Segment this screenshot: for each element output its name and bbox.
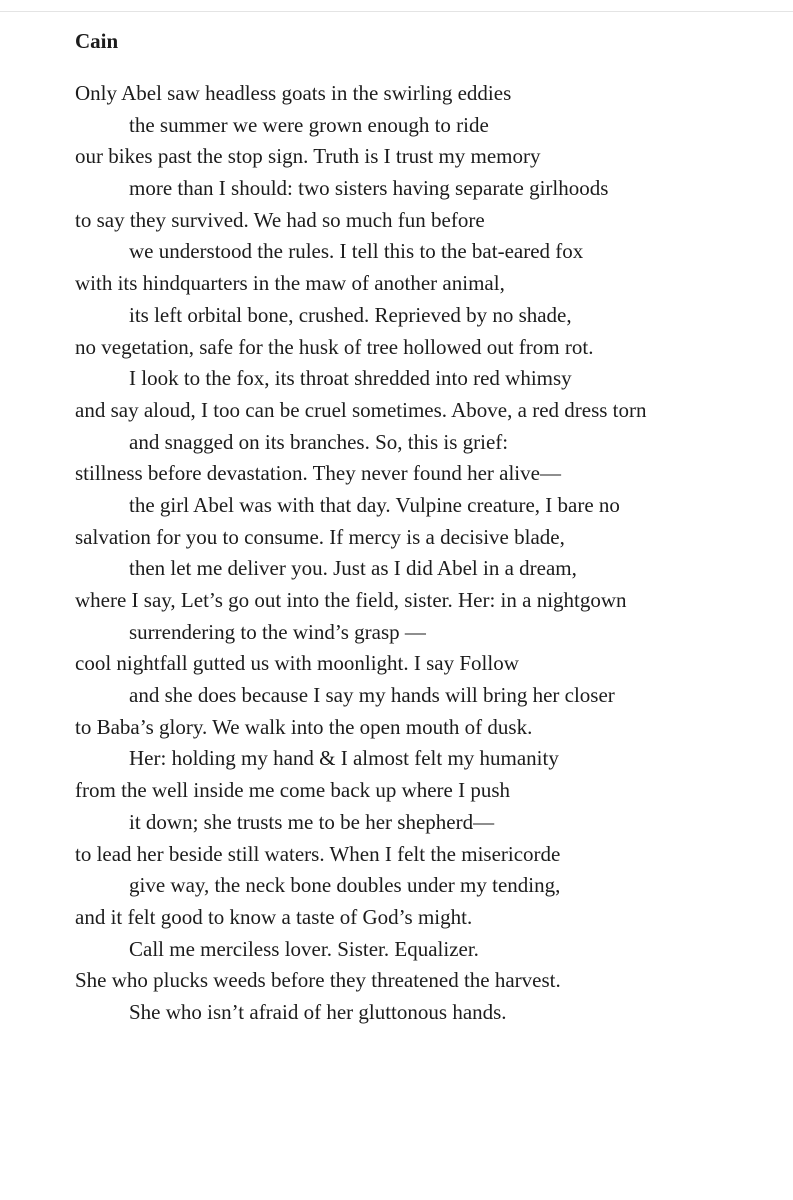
poem-line: its left orbital bone, crushed. Reprieved by no shade, — [129, 302, 572, 327]
poem-line: it down; she trusts me to be her shepherd— — [129, 809, 495, 834]
poem-line: She who isn’t afraid of her gluttonous hands. — [129, 999, 507, 1024]
poem-line: where I say, Let’s go out into the field, sister. Her: in a nightgown — [75, 588, 627, 612]
poem-line: and snagged on its branches. So, this is grief: — [129, 429, 509, 454]
poem-line: more than I should: two sisters having separate girlhoods — [129, 176, 609, 201]
poem-line: Only Abel saw headless goats in the swirling eddies — [75, 81, 512, 105]
poem-line: Call me merciless lover. Sister. Equalizer. — [129, 936, 479, 961]
poem-line: surrendering to the wind’s grasp — — [129, 619, 426, 644]
poem-line: Her: holding my hand & I almost felt my humanity — [129, 746, 559, 771]
poem-line: I look to the fox, its throat shredded into red whimsy — [129, 366, 572, 391]
poem-line: and she does because I say my hands will bring her closer — [129, 683, 615, 708]
poem-line: and say aloud, I too can be cruel sometimes. Above, a red dress torn — [75, 397, 647, 422]
top-divider — [0, 11, 793, 12]
poem-line: to lead her beside still waters. When I felt the misericorde — [75, 841, 561, 866]
poem-line: to say they survived. We had so much fun before — [75, 207, 485, 232]
poem-line: the summer we were grown enough to ride — [129, 112, 489, 137]
poem-line: then let me deliver you. Just as I did Abel in a dream, — [129, 556, 577, 581]
poem-line: to Baba’s glory. We walk into the open mouth of dusk. — [75, 714, 533, 739]
poem-line: our bikes past the stop sign. Truth is I trust my memory — [75, 144, 541, 169]
poem-body — [75, 78, 775, 1029]
poem-line: with its hindquarters in the maw of another animal, — [75, 271, 505, 296]
poem-line: stillness before devastation. They never found her alive— — [75, 461, 561, 486]
poem-line: cool nightfall gutted us with moonlight. I say Follow — [75, 651, 519, 676]
poem-line: She who plucks weeds before they threatened the harvest. — [75, 968, 561, 993]
poem-line: salvation for you to consume. If mercy is a decisive blade, — [75, 524, 565, 549]
poem-title: Cain — [75, 29, 119, 53]
poem-line: we understood the rules. I tell this to the bat-eared fox — [129, 239, 584, 264]
poem-line: give way, the neck bone doubles under my tending, — [129, 873, 561, 898]
poem-line: and it felt good to know a taste of God’s might. — [75, 904, 473, 929]
poem-line: no vegetation, safe for the husk of tree hollowed out from rot. — [75, 334, 594, 359]
poem-line: from the well inside me come back up where I push — [75, 778, 511, 803]
poem-line: the girl Abel was with that day. Vulpine creature, I bare no — [129, 492, 620, 517]
